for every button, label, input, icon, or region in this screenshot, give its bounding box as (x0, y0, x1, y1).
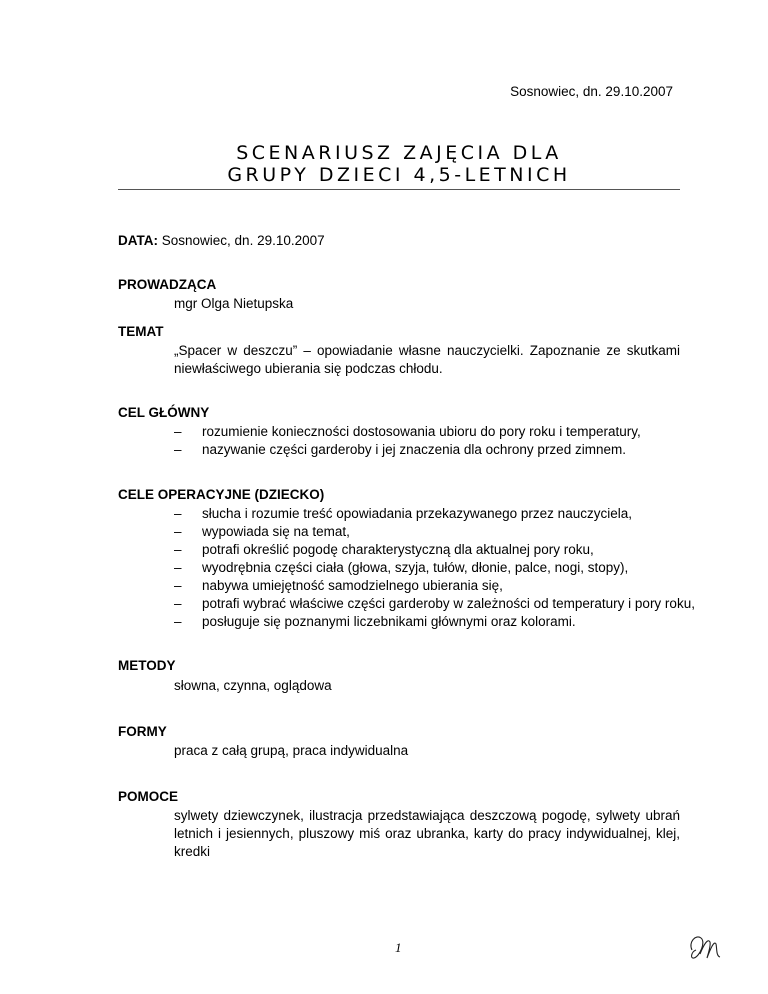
dash-bullet: – (174, 542, 182, 557)
list-item: – nazywanie części garderoby i jej znaczenia dla ochrony przed zimnem. (174, 442, 626, 457)
dash-bullet: – (174, 596, 182, 611)
list-item: – rozumienie konieczności dostosowania ubioru do pory roku i temperatury, (174, 424, 641, 439)
cele-operacyjne-list (174, 505, 695, 631)
data-value: Sosnowiec, dn. 29.10.2007 (161, 233, 325, 248)
cel-glowny-list (174, 423, 641, 459)
dash-bullet: – (174, 442, 182, 457)
metody-text: słowna, czynna, oglądowa (174, 678, 332, 693)
page-title (118, 142, 680, 186)
pomoce-text: sylwety dziewczynek, ilustracja przedstawiająca deszczową pogodę, sylwety ubrań letnich i jesiennych, pluszowy miś oraz ubranka, karty do pracy indywidualnej, klej, kredki (174, 808, 680, 859)
formy-text: praca z całą grupą, praca indywidualna (174, 743, 409, 758)
dash-bullet: – (174, 524, 182, 539)
dash-bullet: – (174, 578, 182, 593)
monogram-icon (686, 930, 726, 964)
temat-text: „Spacer w deszczu” – opowiadanie własne nauczycielki. Zapoznanie ze skutkami niewłaściwego ubierania się podczas chłodu. (174, 343, 680, 376)
temat-heading: TEMAT (118, 324, 164, 339)
title-rule (118, 189, 680, 190)
prowadzaca-heading: PROWADZĄCA (118, 277, 217, 292)
list-item: – potrafi wybrać właściwe części garderoby w zależności od temperatury i pory roku, (174, 596, 695, 611)
formy-heading: FORMY (118, 724, 167, 739)
dash-bullet: – (174, 560, 182, 575)
title-line-1: SCENARIUSZ ZAJĘCIA DLA (236, 142, 562, 164)
data-row (118, 233, 325, 248)
list-item: – wypowiada się na temat, (174, 524, 350, 539)
list-item: – wyodrębnia części ciała (głowa, szyja, tułów, dłonie, palce, nogi, stopy), (174, 560, 629, 575)
title-line-2: GRUPY DZIECI 4,5-LETNICH (227, 164, 571, 186)
list-item: – posługuje się poznanymi liczebnikami głównymi oraz kolorami. (174, 614, 576, 629)
list-item: – słucha i rozumie treść opowiadania przekazywanego przez nauczyciela, (174, 506, 632, 521)
page-number: 1 (395, 940, 402, 955)
cel-glowny-heading: CEL GŁÓWNY (118, 405, 210, 420)
data-label: DATA: (118, 233, 158, 248)
header-place-date: Sosnowiec, dn. 29.10.2007 (510, 84, 673, 99)
prowadzaca-text: mgr Olga Nietupska (174, 296, 294, 311)
pomoce-heading: POMOCE (118, 789, 179, 804)
dash-bullet: – (174, 614, 182, 629)
cele-operacyjne-heading: CELE OPERACYJNE (DZIECKO) (118, 487, 325, 502)
list-item: – potrafi określić pogodę charakterystyczną dla aktualnej pory roku, (174, 542, 594, 557)
dash-bullet: – (174, 506, 182, 521)
metody-heading: METODY (118, 658, 176, 673)
dash-bullet: – (174, 424, 182, 439)
list-item: – nabywa umiejętność samodzielnego ubierania się, (174, 578, 503, 593)
